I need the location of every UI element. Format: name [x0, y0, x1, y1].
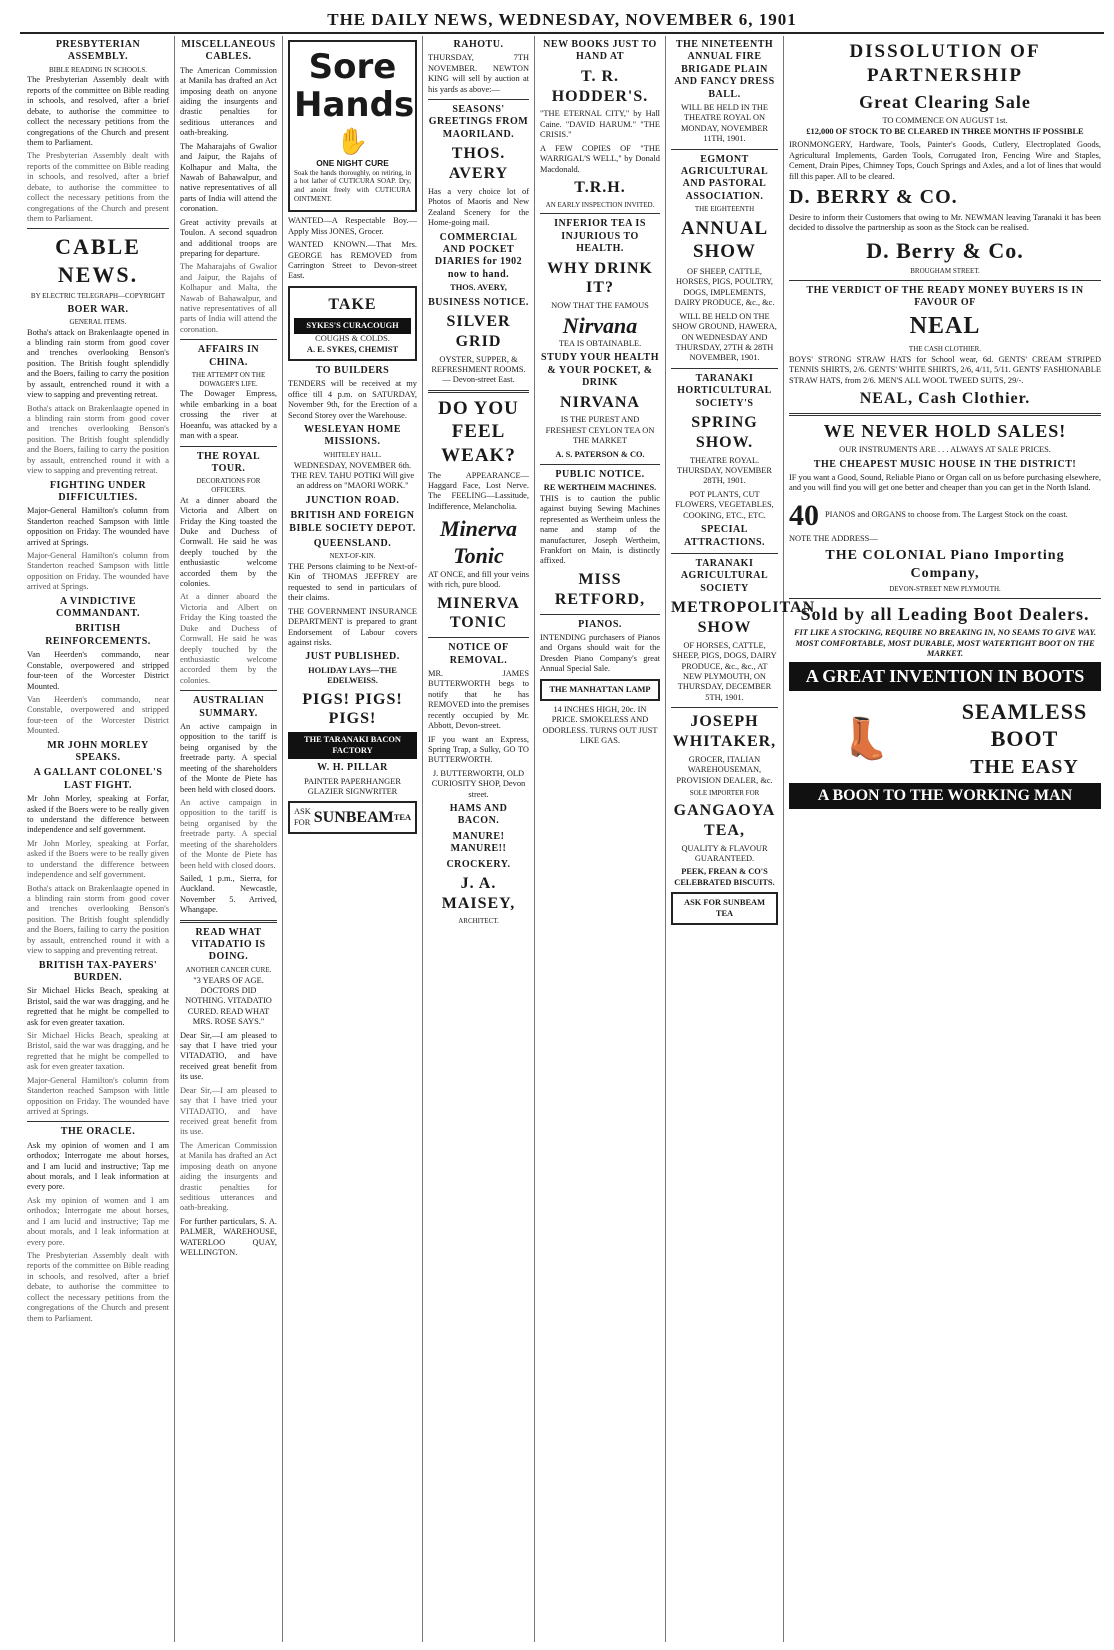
- paragraph: £12,000 OF STOCK TO BE CLEARED IN THREE MONTHS IF POSSIBLE: [806, 126, 1084, 136]
- paragraph: At a dinner aboard the Victoria and Albert on Friday the King toasted the Duke and Duchess of Cornwall. He said he was deeply touched by the enthusiastic welcome accorded them by the colonies.: [180, 495, 277, 589]
- nirvana-logo: Nirvana: [562, 312, 638, 338]
- paragraph: IS THE PUREST AND FRESHEST CEYLON TEA ON THE MARKET: [545, 415, 655, 446]
- paragraph: For further particulars, S. A. PALMER, WAREHOUSE, WATERLOO QUAY, WELLINGTON.: [180, 1216, 277, 1258]
- paragraph: 14 INCHES HIGH, 20c. IN PRICE. SMOKELESS AND ODORLESS. TURNS OUT JUST LIKE GAS.: [542, 705, 658, 746]
- paragraph: An active campaign in opposition to the tariff is being organised by the freetrade party. A special meeting of the shareholders of the Monte de Piete has been held with closed doors.: [180, 722, 277, 794]
- ad-text: TEA: [393, 812, 411, 822]
- heading: CROCKERY.: [446, 858, 511, 870]
- paragraph: THEATRE ROYAL. THURSDAY, NOVEMBER 28TH, 1901.: [677, 455, 772, 486]
- ad-name: T. R. HODDER'S.: [551, 67, 649, 105]
- heading: JUST PUBLISHED.: [305, 651, 400, 663]
- ad-headline: WE NEVER HOLD SALES!: [823, 420, 1067, 441]
- ad-headline: DO YOU FEEL WEAK?: [438, 397, 519, 466]
- divider: [27, 228, 169, 229]
- paragraph: The Presbyterian Assembly dealt with reports of the committee on Bible reading in schools, and resolved, after a brief debate, to authorise the committee to collect the necessary petitions from the congregations of the Church and present them to Parliament.: [27, 75, 169, 147]
- paragraph: "3 YEARS OF AGE. DOCTORS DID NOTHING. VITADATIO CURED. READ WHAT MRS. ROSE SAYS.": [185, 975, 272, 1027]
- paragraph: Dear Sir,—I am pleased to say that I have tried your VITADATIO, and have received great benefit from its use.: [180, 1030, 277, 1082]
- ad-name: A. E. SYKES, CHEMIST: [306, 344, 399, 354]
- heading: THE ORACLE.: [60, 1126, 136, 1138]
- boot-ad: [789, 695, 1101, 783]
- ad-headline: A GREAT INVENTION IN BOOTS: [789, 662, 1101, 690]
- subheading: ARCHITECT.: [458, 916, 499, 925]
- masthead: THE DAILY NEWS, WEDNESDAY, NOVEMBER 6, 1901: [20, 10, 1104, 34]
- heading: PIANOS.: [578, 618, 622, 630]
- paragraph: THE Persons claiming to be Next-of-Kin of THOMAS JEFFREY are requested to send in particulars of their claims.: [288, 562, 417, 603]
- ad-headline: PIGS! PIGS! PIGS!: [302, 690, 403, 728]
- heading: TARANAKI HORTICULTURAL SOCIETY'S: [677, 372, 772, 409]
- divider: [428, 99, 529, 100]
- divider: [789, 280, 1101, 281]
- paragraph: Sir Michael Hicks Beach, speaking at Bristol, said the war was dragging, and he regretted that he might be compelled to ask for even greater taxation.: [27, 1030, 169, 1072]
- paragraph: The Presbyterian Assembly dealt with reports of the committee on Bible reading in schools, and resolved, after a brief debate, to authorise the committee to collect the necessary petitions from the congregations of the Church and present them to Parliament.: [27, 151, 169, 223]
- ad-headline: ANNUAL SHOW: [680, 217, 769, 263]
- paragraph: IF you want an Express, Spring Trap, a Sulky, GO TO BUTTERWORTH.: [428, 734, 529, 765]
- paragraph: Mr John Morley, speaking at Forfar, asked if the Boers were to be really given to understand the difference between independence and self government.: [27, 794, 169, 835]
- paragraph: Botha's attack on Brakenlaagte opened in a blinding rain storm from good cover and trenches overlooking Benson's position. The British fought splendidly and the Boers, failing to carry the position by assault, entrenched round it with a view to sapping and preventing retreat.: [27, 327, 169, 400]
- divider: [180, 339, 277, 340]
- column-4: [423, 36, 535, 1642]
- sunbeam-ad: [288, 801, 417, 834]
- heading: BRITISH REINFORCEMENTS.: [45, 623, 151, 647]
- paragraph: MR. JAMES BUTTERWORTH begs to notify that he has REMOVED into the premises recently occupied by Mr. Abbott, Devon-street.: [428, 669, 529, 731]
- subheading: THE EIGHTEENTH: [694, 205, 755, 214]
- subheading: THE ATTEMPT ON THE DOWAGER'S LIFE.: [191, 371, 266, 388]
- boot-ad-text: [948, 695, 1101, 783]
- paragraph: BOYS' STRONG STRAW HATS for School wear, 6d. GENTS' CREAM STRIPED TENNIS SHIRTS, 2/6. GENTS' WHITE SHIRTS, 2/6, 4/11, 5/11. GENTS' FASHIONABLE STRAW HATS, from 2/6. MEN'S ALL WOOL TWEED SUITS, 29/-.: [789, 354, 1101, 385]
- paragraph: WILL BE HELD IN THE THEATRE ROYAL ON MONDAY, NOVEMBER 11TH, 1901.: [680, 102, 769, 144]
- paragraph: THIS is to caution the public against buying Sewing Machines represented as Wertheim unless the name and stamp of the manufacturer, Joseph Wertheim, Frankfort on Main, is distinctly affixed.: [540, 493, 660, 566]
- paragraph: INTENDING purchasers of Pianos and Organs should wait for the Dresden Piano Company's great Annual Special Sale.: [540, 632, 660, 674]
- subheading: BY ELECTRIC TELEGRAPH—COPYRIGHT: [30, 291, 166, 300]
- paragraph: Botha's attack on Brakenlaagte opened in a blinding rain storm from good cover and trenches overlooking Benson's position. The British fought splendidly and the Boers, failing to carry the position by assault, entrenched round it with a view to sapping and preventing retreat.: [27, 403, 169, 476]
- paragraph: The APPEARANCE—Haggard Face, Lost Nerve. The FEELING—Lassitude, Indifference, Melancholia.: [428, 470, 529, 511]
- subheading: THE CASH CLOTHIER.: [908, 345, 982, 354]
- heading: JUNCTION ROAD.: [305, 494, 400, 506]
- paragraph: AT ONCE, and fill your veins with rich, pure blood.: [428, 569, 529, 590]
- paragraph: The Maharajahs of Gwalior and Jaipur, the Rajahs of Kolhapur and Malta, the Nawab of Bahawalpur, and native representatives of all parts of India will attend the coronation.: [180, 141, 277, 214]
- paragraph: FIT LIKE A STOCKING, REQUIRE NO BREAKING IN, NO SEAMS TO GIVE WAY. MOST COMFORTABLE, MOST DURABLE, MOST WATERTIGHT BOOT ON THE MARKET.: [793, 628, 1097, 658]
- paragraph: PEEK, FREAN & CO'S CELEBRATED BISCUITS.: [674, 867, 775, 887]
- column-2: [175, 36, 283, 1642]
- ad-headline: SYKES'S CURACOUGH: [294, 318, 411, 334]
- heading: INFERIOR TEA IS INJURIOUS TO HEALTH.: [554, 218, 646, 255]
- heading: AFFAIRS IN CHINA.: [197, 344, 260, 368]
- paragraph: IRONMONGERY, Hardware, Tools, Painter's Goods, Cutlery, Electroplated Goods, Agricultural Implements, Garden Tools, Corrugated Iron, Fencing Wire and Staples, Cement, Drain Pipes, Chimney Tops, Couch Springs and Axles, and a lot of lines that would fill this paper. All to be cleared.: [789, 140, 1101, 181]
- heading: THE NINETEENTH ANNUAL FIRE BRIGADE PLAIN AND FANCY DRESS BALL.: [674, 39, 775, 100]
- ad-headline: METROPOLITAN SHOW: [671, 599, 816, 636]
- paragraph: "THE ETERNAL CITY," by Hall Caine. "DAVID HARUM." "THE CRISIS.": [540, 109, 660, 140]
- hands-icon: ✋: [336, 127, 369, 156]
- divider: [671, 149, 778, 150]
- ad-name: J. A. MAISEY,: [441, 875, 516, 912]
- divider: [540, 464, 660, 465]
- ad-number: 40: [789, 498, 819, 532]
- heading: FIGHTING UNDER DIFFICULTIES.: [49, 479, 147, 503]
- paragraph: OF SHEEP, CATTLE, HORSES, PIGS, POULTRY, DOGS, IMPLEMENTS, DAIRY PRODUCE, &c., &c.: [674, 266, 775, 308]
- heading: NOTICE OF REMOVAL.: [448, 642, 509, 666]
- subheading: BROUGHAM STREET.: [910, 266, 980, 275]
- divider: [180, 446, 277, 447]
- ad-name: T.R.H.: [574, 178, 626, 196]
- subheading: OUR INSTRUMENTS ARE . . . ALWAYS AT SALE PRICES.: [839, 445, 1051, 455]
- ad-subhead: ONE NIGHT CURE: [316, 158, 389, 169]
- paragraph: OF HORSES, CATTLE, SHEEP, PIGS, DOGS, DAIRY PRODUCE, &c., &c., AT NEW PLYMOUTH, ON THURSDAY, DECEMBER 5TH, 1901.: [672, 640, 777, 702]
- divider: [180, 690, 277, 691]
- ad-headline: THE TARANAKI BACON FACTORY: [288, 732, 417, 759]
- paragraph: The American Commission at Manila has drafted an Act imposing death on anyone aiding the insurgents and drastic penalties for seditious utterances and oath-breaking.: [180, 65, 277, 138]
- heading: RAHOTU.: [453, 39, 504, 50]
- ad-text: ASK FOR: [294, 807, 311, 827]
- subheading: BIBLE READING IN SCHOOLS.: [49, 65, 147, 74]
- heading: BRITISH AND FOREIGN BIBLE SOCIETY DEPOT.: [289, 510, 416, 534]
- paragraph: THE GOVERNMENT INSURANCE DEPARTMENT is prepared to grant Endorsement of Labour covers against risks.: [288, 606, 417, 647]
- divider: [428, 390, 529, 393]
- paragraph: Has a very choice lot of Photos of Maoris and New Zealand Scenery for the Home-going mail.: [428, 186, 529, 228]
- pianos-line: [789, 497, 1101, 534]
- ad-name: D. Berry & Co.: [866, 237, 1024, 263]
- paragraph: Van Heerden's commando, near Constable, overpowered and stripped four-teen of the Worcester District Mounted.: [27, 650, 169, 691]
- ad-name: JOSEPH WHITAKER,: [672, 713, 777, 751]
- ad-name: THOS. AVERY,: [450, 283, 507, 293]
- heading: A GALLANT COLONEL'S LAST FIGHT.: [33, 767, 163, 791]
- ad-name: MISS RETFORD,: [554, 570, 646, 608]
- subheading: TO COMMENCE ON AUGUST 1st.: [882, 116, 1008, 126]
- ad-name: D. BERRY & CO.: [789, 185, 958, 208]
- ad-headline: Sold by all Leading Boot Dealers.: [800, 603, 1090, 624]
- paragraph: QUALITY & FLAVOUR GUARANTEED.: [681, 843, 768, 863]
- ad-name: SILVER GRID: [446, 312, 511, 350]
- divider: [428, 637, 529, 638]
- paragraph: Dear Sir,—I am pleased to say that I have tried your VITADATIO, and have received great benefit from its use.: [180, 1085, 277, 1137]
- heading: BUSINESS NOTICE.: [428, 296, 529, 308]
- heading: QUEENSLAND.: [313, 537, 392, 549]
- section-title: DISSOLUTION OF PARTNERSHIP: [849, 41, 1041, 86]
- heading: TO BUILDERS: [315, 364, 390, 376]
- manhattan-lamp-ad: THE MANHATTAN LAMP: [540, 679, 660, 701]
- heading: MANURE! MANURE!!: [450, 830, 507, 855]
- heading: STUDY YOUR HEALTH & YOUR POCKET, & DRINK: [541, 352, 659, 389]
- divider: [789, 598, 1101, 599]
- sunbeam-ad: ASK FOR SUNBEAM TEA: [671, 892, 778, 925]
- subheading: DECORATIONS FOR OFFICERS.: [196, 477, 261, 495]
- paragraph: Ask my opinion of women and I am orthodox; Interrogate me about horses, and I am lucid and instructive; Tap me about morals, and I leak information at every pore.: [27, 1140, 169, 1192]
- divider: [671, 368, 778, 369]
- paragraph: THURSDAY, 7TH NOVEMBER. NEWTON KING will sell by auction at his yards as above:—: [428, 53, 529, 94]
- paragraph: Botha's attack on Brakenlaagte opened in a blinding rain storm from good cover and trenches overlooking Benson's position. The British fought splendidly and the Boers, failing to carry the position by assault, entrenched round it with a view to sapping and preventing retreat.: [27, 883, 169, 956]
- ad-brand: SUNBEAM: [313, 808, 394, 826]
- heading: WESLEYAN HOME MISSIONS.: [304, 424, 401, 448]
- sykes-ad: [288, 286, 417, 361]
- heading: SEASONS' GREETINGS FROM MAORILAND.: [428, 104, 529, 140]
- column-7: [784, 36, 1106, 1642]
- ad-name: NEAL: [909, 313, 981, 340]
- heading: THE CHEAPEST MUSIC HOUSE IN THE DISTRICT!: [813, 458, 1077, 470]
- paragraph: The Presbyterian Assembly dealt with reports of the committee on Bible reading in schools, and resolved, after a brief debate, to authorise the committee to collect the necessary petitions from the congregations of the Church and present them to Parliament.: [27, 1250, 169, 1323]
- boot-icon: 👢: [840, 716, 891, 762]
- subheading: ANOTHER CANCER CURE.: [185, 965, 272, 974]
- subheading: WHITELEY HALL.: [323, 450, 382, 459]
- heading: BRITISH TAX-PAYERS' BURDEN.: [38, 959, 158, 983]
- subheading: NOTE THE ADDRESS—: [789, 533, 878, 543]
- heading: NEW BOOKS JUST TO HAND AT: [543, 39, 657, 63]
- paragraph: Major-General Hamilton's column from Standerton reached Sampson with little opposition on Friday. The wounded have arrived at Springs.: [27, 1075, 169, 1116]
- ad-body: Soak the hands thoroughly, on retiring, in a hot lather of CUTICURA SOAP. Dry, and anoint freely with CUTICURA OINTMENT.: [294, 168, 411, 203]
- heading: PUBLIC NOTICE.: [555, 469, 645, 481]
- divider: [180, 920, 277, 923]
- paragraph: GROCER, ITALIAN WAREHOUSEMAN, PROVISION DEALER, &c.: [676, 754, 773, 785]
- ad-headline: SEAMLESS BOOT: [961, 698, 1088, 751]
- heading: SPECIAL ATTRACTIONS.: [683, 524, 766, 548]
- paragraph: The American Commission at Manila has drafted an Act imposing death on anyone aiding the insurgents and drastic penalties for seditious utterances and oath-breaking.: [180, 1140, 277, 1213]
- ad-name: THE COLONIAL Piano Importing Company,: [825, 548, 1065, 581]
- paragraph: Mr John Morley, speaking at Forfar, asked if the Boers were to be really given to understand the difference between independence and self government.: [27, 838, 169, 880]
- ad-name: NIRVANA: [560, 393, 640, 411]
- ad-subhead: COUGHS & COLDS.: [315, 334, 390, 344]
- paragraph: Ask my opinion of women and I am orthodox; Interrogate me about horses, and I am lucid and instructive; Tap me about morals, and I leak information at every pore.: [27, 1195, 169, 1247]
- heading: BOER WAR.: [67, 303, 129, 315]
- paragraph: Sir Michael Hicks Beach, speaking at Bristol, said the war was dragging, and he regretted that he might be compelled to ask for even greater taxation.: [27, 986, 169, 1027]
- subheading: DEVON-STREET NEW PLYMOUTH.: [889, 585, 1001, 594]
- paragraph: PAINTER PAPERHANGER GLAZIER SIGNWRITER: [304, 776, 401, 796]
- heading: THE VERDICT OF THE READY MONEY BUYERS IS IN FAVOUR OF: [806, 284, 1084, 308]
- paragraph: POT PLANTS, CUT FLOWERS, VEGETABLES, COOKING, ETC., ETC.: [675, 489, 774, 520]
- ad-name: MINERVA TONIC: [437, 594, 520, 632]
- paragraph: Great activity prevails at Toulon. A second squadron and additional troops are preparing for departure.: [180, 217, 277, 258]
- column-5: [535, 36, 666, 1642]
- ad-name: THOS. AVERY: [448, 145, 509, 183]
- paragraph: NOW THAT THE FAMOUS: [551, 301, 649, 311]
- heading: A VINDICTIVE COMMANDANT.: [56, 595, 140, 620]
- column-3: [283, 36, 423, 1642]
- paragraph: At a dinner aboard the Victoria and Albert on Friday the King toasted the Duke and Duchess of Cornwall. He said he was deeply touched by the enthusiastic welcome accorded them by the colonies.: [180, 592, 277, 685]
- paragraph: Major-General Hamilton's column from Standerton reached Sampson with little opposition on Friday. The wounded have arrived at Springs.: [27, 551, 169, 592]
- heading: W. H. PILLAR: [317, 762, 388, 774]
- subheading: AN EARLY INSPECTION INVITED.: [545, 200, 655, 209]
- paragraph: WEDNESDAY, NOVEMBER 6th. THE REV. TAHU POTIKI Will give an address on "MAORI WORK.": [290, 460, 415, 491]
- ad-headline: WHY DRINK IT?: [547, 259, 653, 297]
- paragraph: IF you want a Good, Sound, Reliable Piano or Organ call on us before purchasing elsewhere, and you will find you will get one better and cheaper than you can get in the North Island.: [789, 472, 1101, 493]
- ad-headline: Great Clearing Sale: [859, 92, 1031, 113]
- ad-name: GANGAOYA TEA,: [673, 801, 776, 839]
- heading: AUSTRALIAN SUMMARY.: [192, 695, 265, 719]
- heading: COMMERCIAL AND POCKET DIARIES for 1902 now to hand.: [434, 231, 523, 280]
- ad-headline: A BOON TO THE WORKING MAN: [789, 783, 1101, 809]
- classified: WANTED KNOWN.—That Mrs. GEORGE has REMOVED from Carrington Street to Devon-street East.: [288, 240, 417, 281]
- ad-name: NEAL, Cash Clothier.: [859, 389, 1031, 407]
- column-1: [22, 36, 175, 1642]
- paragraph: TENDERS will be received at my office till 4 p.m. on SATURDAY, November 9th, for the Erection of a Second Storey over the Warehouse.: [288, 379, 417, 420]
- ad-name: RE WERTHEIM MACHINES.: [543, 483, 657, 493]
- subheading: NEXT-OF-KIN.: [329, 552, 376, 561]
- subheading: GENERAL ITEMS.: [69, 317, 127, 326]
- heading: THE ROYAL TOUR.: [196, 450, 261, 474]
- cuticura-ad: [288, 40, 417, 212]
- paragraph: PIANOS and ORGANS to choose from. The Largest Stock on the coast.: [825, 510, 1068, 520]
- divider: [671, 707, 778, 708]
- divider: [540, 213, 660, 214]
- divider: [540, 614, 660, 615]
- paragraph: OYSTER, SUPPER, & REFRESHMENT ROOMS.— Devon-street East.: [431, 354, 526, 385]
- paragraph: WILL BE HELD ON THE SHOW GROUND, HAWERA, ON WEDNESDAY AND THURSDAY, 27TH & 28TH NOVEMBER, 1901.: [672, 311, 777, 363]
- ad-headline: THE EASY: [970, 756, 1079, 779]
- section-title: CABLE NEWS.: [55, 234, 141, 287]
- subheading: SOLE IMPORTER FOR: [689, 789, 760, 798]
- paragraph: Desire to inform their Customers that owing to Mr. NEWMAN leaving Taranaki it has been decided to dissolve the partnership as soon as the Stock can be realised.: [789, 212, 1101, 233]
- divider: [27, 1121, 169, 1122]
- ad-headline: Hands: [294, 85, 415, 125]
- paragraph: J. BUTTERWORTH, OLD CURIOSITY SHOP, Devon street.: [431, 768, 526, 799]
- paragraph: TEA IS OBTAINABLE.: [558, 338, 642, 348]
- ad-headline: Sore: [308, 47, 397, 87]
- paragraph: An active campaign in opposition to the tariff is being organised by the freetrade party. A special meeting of the shareholders of the Monte de Piete has been held with closed doors.: [180, 798, 277, 870]
- classified: WANTED—A Respectable Boy.—Apply Miss JONES, Grocer.: [288, 216, 417, 236]
- heading: HAMS AND BACON.: [449, 803, 508, 827]
- paragraph: The Maharajahs of Gwalior and Jaipur, the Rajahs of Kolhapur and Malta, the Nawab of Bahawalpur, and native representatives of all parts of India will attend the coronation.: [180, 262, 277, 334]
- heading: READ WHAT VITADATIO IS DOING.: [191, 926, 266, 963]
- paragraph: Major-General Hamilton's column from Standerton reached Sampson with little opposition on Friday. The wounded have arrived at Springs.: [27, 506, 169, 547]
- subheading: HOLIDAY LAYS—THE EDELWEISS.: [308, 665, 397, 686]
- paragraph: Sailed, 1 p.m., Sierra, for Auckland. Newcastle, November 5. Arrived, Whangape.: [180, 873, 277, 915]
- divider: [789, 413, 1101, 416]
- paragraph: Van Heerden's commando, near Constable, overpowered and stripped four-teen of the Worcester District Mounted.: [27, 694, 169, 736]
- divider: [671, 553, 778, 554]
- heading: MR JOHN MORLEY SPEAKS.: [47, 739, 149, 764]
- heading: MISCELLANEOUS CABLES.: [181, 39, 276, 63]
- ad-headline: TAKE: [328, 295, 377, 313]
- heading: TARANAKI AGRICULTURAL SOCIETY: [680, 557, 769, 594]
- heading: PRESBYTERIAN ASSEMBLY.: [55, 39, 141, 63]
- ad-name: A. S. PATERSON & CO.: [555, 449, 645, 459]
- paragraph: The Dowager Empress, while embarking in a boat crossing the river at Hoeanfu, was attacked by a man with a spear.: [180, 389, 277, 441]
- heading: EGMONT AGRICULTURAL AND PASTORAL ASSOCIATION.: [680, 153, 769, 202]
- paragraph: A FEW COPIES OF "THE WARRIGAL'S WELL," by Donald Macdonald.: [540, 143, 660, 174]
- minerva-logo: Minerva Tonic: [440, 516, 517, 569]
- ad-headline: SPRING SHOW.: [691, 413, 758, 451]
